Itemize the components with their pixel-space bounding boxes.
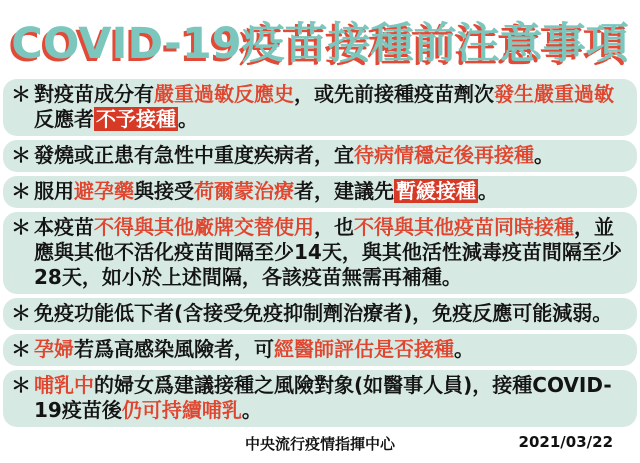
text-segment: 不予接種 — [96, 107, 176, 131]
publish-date: 2021/03/22 — [518, 433, 613, 451]
text-segment: 若爲高感染風險者，可 — [74, 337, 274, 361]
issuing-agency: 中央流行疫情指揮中心 — [244, 435, 395, 453]
notice-text — [34, 82, 628, 132]
notice-text — [34, 215, 628, 290]
page-title: COVID-19疫苗接種前注意事項 — [11, 19, 629, 69]
text-segment: ，也 — [314, 215, 354, 239]
bullet-marker: ＊ — [11, 373, 31, 397]
notice-row — [3, 370, 637, 427]
notice-row — [3, 212, 637, 294]
text-segment: 孕婦 — [34, 337, 74, 361]
text-segment: 免疫功能低下者(含接受免疫抑制劑治療者)，免疫反應可能減弱。 — [34, 301, 613, 325]
bullet-marker: ＊ — [11, 143, 31, 167]
text-segment: 者，建議先 — [294, 179, 394, 203]
text-segment: 。 — [478, 179, 498, 203]
notice-row — [3, 140, 637, 172]
notice-row — [3, 79, 637, 136]
text-segment: 服用 — [34, 179, 74, 203]
text-segment: 不得與其他疫苗同時接種 — [354, 215, 574, 239]
text-segment: 。 — [454, 337, 474, 361]
notice-list — [0, 79, 640, 427]
text-segment: 避孕藥 — [74, 179, 134, 203]
text-segment: 嚴重過敏反應史 — [154, 82, 294, 106]
notice-text — [34, 337, 628, 362]
bullet-marker: ＊ — [11, 179, 31, 203]
notice-row — [3, 176, 637, 208]
text-segment: 發生嚴重過敏 — [494, 82, 614, 106]
text-segment: 反應者 — [34, 107, 94, 131]
notice-text — [34, 301, 628, 326]
notice-row — [3, 298, 637, 330]
bullet-marker: ＊ — [11, 337, 31, 361]
notice-text — [34, 143, 628, 168]
text-segment: 仍可持續哺乳 — [121, 398, 242, 422]
footer — [0, 433, 640, 453]
text-segment: 。 — [534, 143, 554, 167]
text-segment: 荷爾蒙治療 — [194, 179, 294, 203]
text-segment: 的婦女爲建議接種之風險對象(如醫事人員)，接種COVID-19疫苗後 — [34, 373, 612, 422]
text-segment: 待病情穩定後再接種 — [354, 143, 534, 167]
bullet-marker: ＊ — [11, 301, 31, 325]
text-segment: 暫緩接種 — [396, 179, 476, 203]
notice-row — [3, 334, 637, 366]
notice-text — [34, 179, 628, 204]
text-segment: 。 — [241, 398, 262, 422]
bullet-marker: ＊ — [11, 82, 31, 106]
text-segment: 哺乳中 — [34, 373, 94, 397]
text-segment: 發燒或正患有急性中重度疾病者，宜 — [34, 143, 354, 167]
vaccine-notice-poster — [0, 10, 640, 463]
text-segment: ，或先前接種疫苗劑次 — [294, 82, 494, 106]
text-segment: 本疫苗 — [34, 215, 94, 239]
bullet-marker: ＊ — [11, 215, 31, 239]
text-segment: 與接受 — [134, 179, 194, 203]
text-segment: 不得與其他廠牌交替使用 — [94, 215, 314, 239]
text-segment: 經醫師評估是否接種 — [274, 337, 454, 361]
text-segment: 。 — [178, 107, 198, 131]
notice-text — [34, 373, 628, 423]
text-segment: ，並應與其他不活化疫苗間隔至少14天，與其他活性減毒疫苗間隔至少28天，如小於上述間隔，各該疫苗無需再補種。 — [34, 215, 622, 289]
text-segment: 對疫苗成分有 — [34, 82, 154, 106]
